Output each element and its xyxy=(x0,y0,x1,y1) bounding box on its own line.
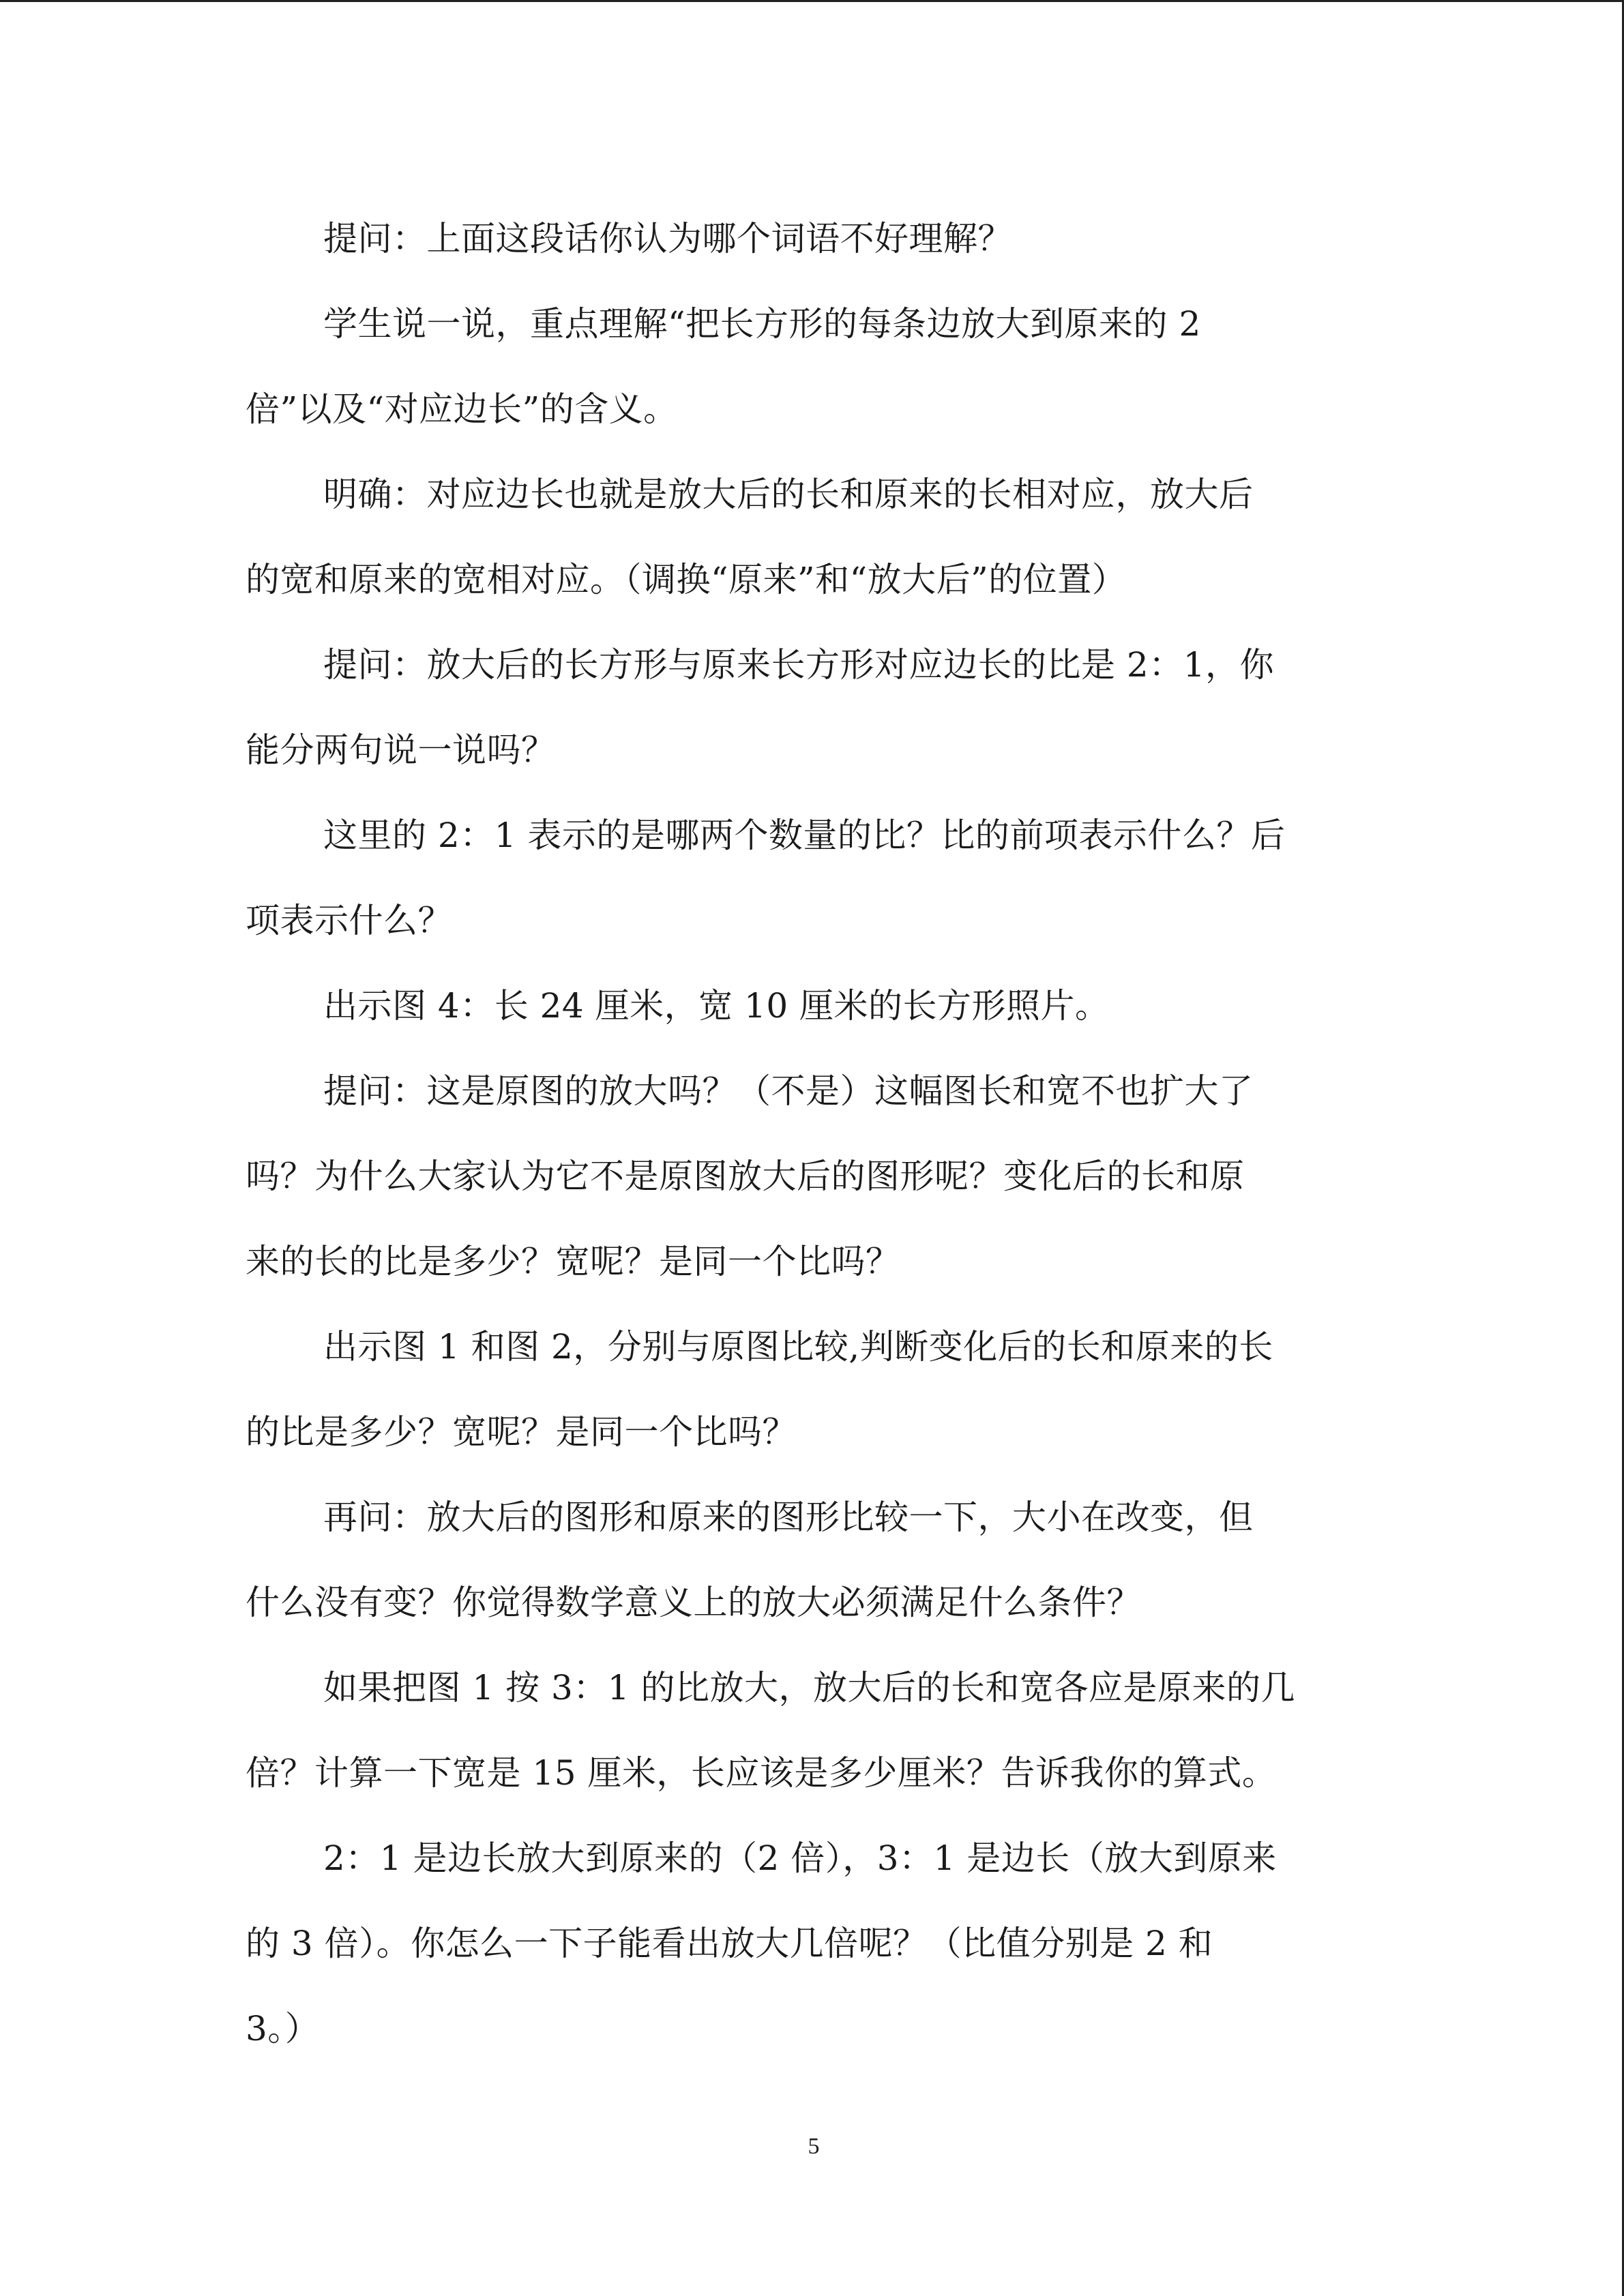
text-line: 倍”以及“对应边长”的含义。 xyxy=(246,389,678,429)
text-line: 的宽和原来的宽相对应。（调换“原来”和“放大后”的位置） xyxy=(246,560,1127,599)
text-line: 学生说一说，重点理解“把长方形的每条边放大到原来的 2 xyxy=(323,304,1201,344)
text-line: 出示图 4：长 24 厘米，宽 10 厘米的长方形照片。 xyxy=(323,986,1110,1026)
text-line: 的 3 倍）。你怎么一下子能看出放大几倍呢？（比值分别是 2 和 xyxy=(246,1924,1213,1963)
page-number: 5 xyxy=(808,2134,820,2159)
text-line: 什么没有变？你觉得数学意义上的放大必须满足什么条件？ xyxy=(246,1583,1141,1622)
text-line: 项表示什么？ xyxy=(246,901,452,940)
text-line: 提问：这是原图的放大吗？（不是）这幅图长和宽不也扩大了 xyxy=(323,1071,1254,1111)
text-line: 的比是多少？宽呢？是同一个比吗？ xyxy=(246,1412,797,1452)
text-line: 3。） xyxy=(246,2009,320,2048)
text-line: 提问：放大后的长方形与原来长方形对应边长的比是 2：1，你 xyxy=(323,645,1275,685)
text-line: 提问：上面这段话你认为哪个词语不好理解？ xyxy=(323,219,1012,258)
text-line: 明确：对应边长也就是放大后的长和原来的长相对应，放大后 xyxy=(323,475,1254,514)
text-line: 吗？为什么大家认为它不是原图放大后的图形呢？变化后的长和原 xyxy=(246,1157,1245,1196)
text-line: 出示图 1 和图 2，分别与原图比较,判断变化后的长和原来的长 xyxy=(323,1327,1273,1367)
text-line: 这里的 2：1 表示的是哪两个数量的比？比的前项表示什么？后 xyxy=(323,816,1286,855)
text-line: 能分两句说一说吗？ xyxy=(246,730,556,770)
text-line: 倍？计算一下宽是 15 厘米，长应该是多少厘米？告诉我你的算式。 xyxy=(246,1753,1277,1793)
text-line: 再问：放大后的图形和原来的图形比较一下，大小在改变，但 xyxy=(323,1497,1254,1537)
page-border-top xyxy=(0,0,1624,2)
text-line: 如果把图 1 按 3：1 的比放大，放大后的长和宽各应是原来的几 xyxy=(323,1668,1296,1708)
text-line: 2：1 是边长放大到原来的（2 倍），3：1 是边长（放大到原来 xyxy=(323,1838,1277,1878)
text-line: 来的长的比是多少？宽呢？是同一个比吗？ xyxy=(246,1242,900,1281)
